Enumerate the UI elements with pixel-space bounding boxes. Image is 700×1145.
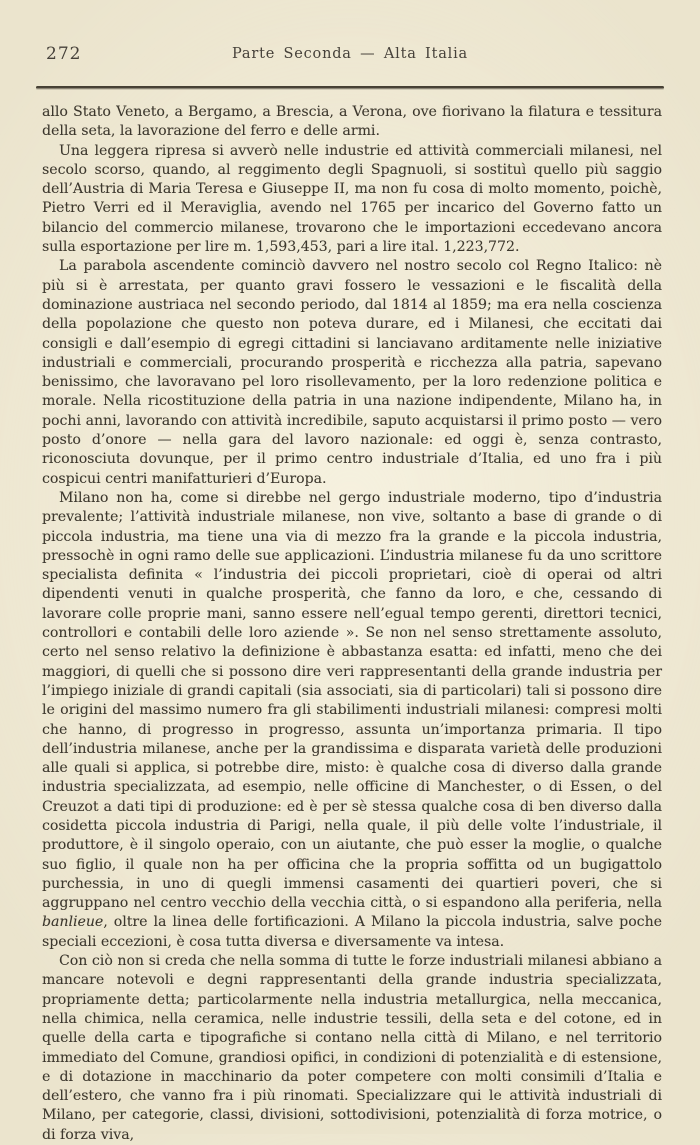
paragraph <box>42 489 662 952</box>
paragraph-continuation: allo Stato Veneto, a Bergamo, a Brescia, a Verona, ove fiorivano la filatura e tessitura della seta, la lavorazione del ferro e delle armi. <box>42 104 662 140</box>
italic-word-banlieue: banlieue <box>42 914 104 931</box>
paragraph: Una leggera ripresa si avverò nelle industrie ed attività commerciali milanesi, nel secolo scorso, quando, al reggimento degli Spagnuoli, si sostituì quello più saggio dell’Austria di Maria Teresa e Giuseppe II, ma non fu cosa di molto momento, poichè, Pietro Verri ed il Meraviglia, avendo nel 1765 per incarico del Governo fatto un bilancio del commercio milanese, trovarono che le importazioni eccedevano ancora sulla esportazione per lire m. 1,593,453, pari a lire ital. 1,223,772. <box>42 142 662 256</box>
header-rule <box>36 86 664 89</box>
page-number: 272 <box>46 44 82 64</box>
paragraph-incomplete: Con ciò non si creda che nella somma di tutte le forze industriali milanesi abbiano a mancare notevoli e degni rappresentanti della grande industria specializzata, propriamente detta; particolarmente nella industria metallurgica, nella meccanica, nella chimica, nella ceramica, nelle industrie tessili, della seta e del cotone, ed in quelle della carta e tipografiche si contano nella città di Milano, e nel territorio immediato del Comune, grandiosi opifici, in condizioni di potenzialità e di estensione, e di dotazione in macchinario da poter competere con molti consimili d’Italia e dell’estero, che vanno fra i più rinomati. Specializzare qui le attività industriali di Milano, per categorie, classi, divisioni, sottodivisioni, potenzialità di forza motrice, o di forza viva, <box>42 953 662 1143</box>
running-title: Parte Seconda — Alta Italia <box>232 46 468 62</box>
paragraph: La parabola ascendente cominciò davvero nel nostro secolo col Regno Italico: nè più si è arrestata, per quanto gravi fossero le vessazioni e le fiscalità della dominazione austriaca nel secondo periodo, dal 1814 al 1859; ma era nella coscienza della popolazione che questo non poteva durare, ed i Milanesi, che eccitati dai consigli e dall’esempio di egregi cittadini si lanciavano arditamente nelle iniziative industriali e commerciali, procurando prosperità e ricchezza alla patria, sapevano benissimo, che lavoravano pel loro risollevamento, per la loro redenzione politica e morale. Nella ricostituzione della patria in una nazione indipendente, Milano ha, in pochi anni, lavorando con attività incredibile, saputo acquistarsi il primo posto — vero posto d’onore — nella gara del lavoro nazionale: ed oggi è, senza contrasto, riconosciuta dovunque, per il primo centro industriale d’Italia, ed uno fra i più cospicui centri manifatturieri d’Europa. <box>42 258 662 487</box>
body-text <box>42 103 662 1145</box>
paragraph-text: , oltre la linea delle fortificazioni. A Milano la piccola industria, salve poche speciali eccezioni, è cosa tutta diversa e diversamente va intesa. <box>42 914 662 950</box>
page-header <box>36 44 664 68</box>
paragraph-text: Milano non ha, come si direbbe nel gergo industriale moderno, tipo d’industria prevalente; l’attività industriale milanese, non vive, soltanto a base di grande o di piccola industria, ma tiene una via di mezzo fra la grande e la piccola industria, pressochè in ogni ramo delle sue applicazioni. L’industria milanese fu da uno scrittore specialista definita « l’industria dei piccoli proprietari, cioè di operai od altri dipendenti venuti in qualche prosperità, che fanno da loro, e che, cessando di lavorare colle proprie mani, sanno essere nell’egual tempo gerenti, direttori tecnici, controllori e contabili delle loro aziende ». Se non nel senso strettamente assoluto, certo nel senso relativo la definizione è abbastanza esatta: ed infatti, meno che dei maggiori, di quelli che si possono dire veri rappresentanti della grande industria per l’impiego iniziale di grandi capitali (sia associati, sia di particolari) tali si possono dire le origini del massimo numero fra gli stabilimenti industriali milanesi: compresi molti che hanno, di progresso in progresso, assunta un’importanza primaria. Il tipo dell’industria milanese, anche per la grandissima e disparata varietà delle produzioni alle quali si applica, si potrebbe dire, misto: è qualche cosa di diverso dalla grande industria specializzata, ad esempio, nelle officine di Manchester, o di Essen, o del Creuzot a dati tipi di produzione: ed è per sè stessa qualche cosa di ben diverso dalla cosidetta piccola industria di Parigi, nella quale, il più delle volte l’industriale, il produttore, è il singolo operaio, con un aiutante, che può esser la moglie, o qualche suo figlio, il quale non ha per officina che la propria soffitta od un bugigattolo purchessia, in uno di quegli immensi casamenti dei quartieri poveri, che si aggruppano nel centro vecchio della vecchia città, o si espandono alla periferia, nella <box>42 489 662 912</box>
